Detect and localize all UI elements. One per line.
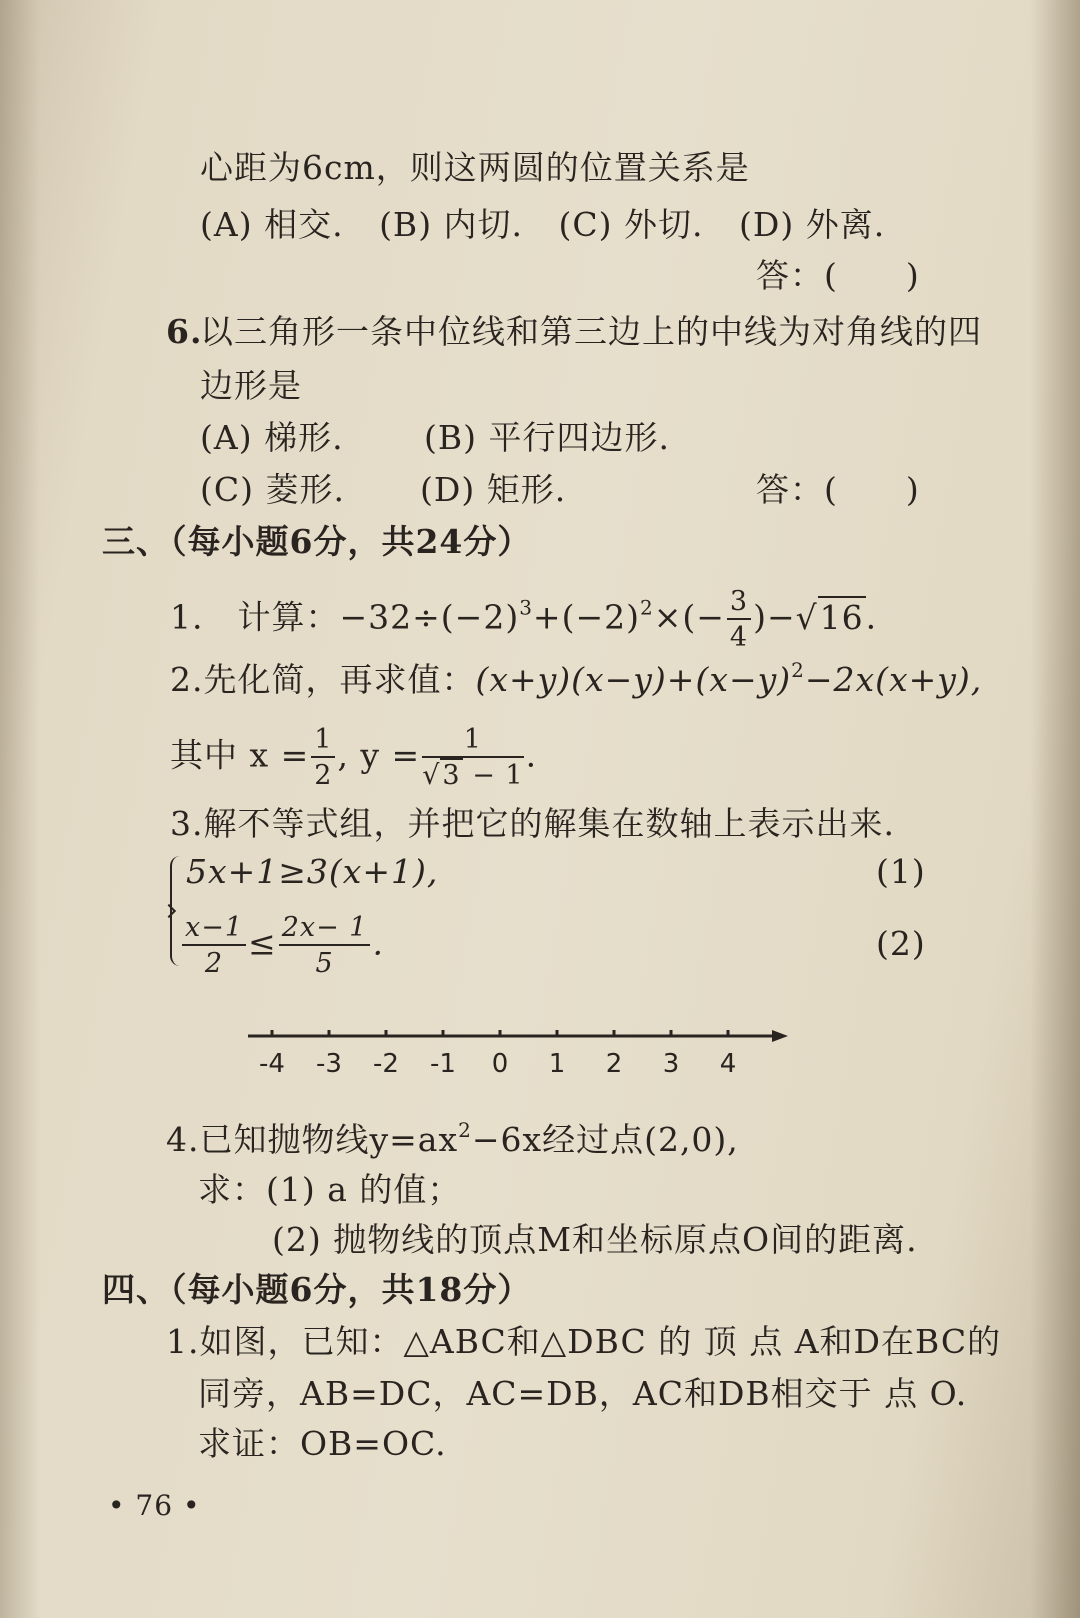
page-edge-shadow [1030, 0, 1080, 1618]
numerator: 3 [727, 588, 751, 620]
expr-end: . [525, 735, 538, 775]
inequality-1: 5x+1≥3(x+1), [186, 852, 439, 891]
denominator: 4 [729, 622, 749, 653]
exponent: 2 [458, 1118, 472, 1142]
q5-option-c: (C) 外切. [558, 205, 704, 244]
problem-3-1 [170, 588, 877, 651]
denominator: 2 [204, 948, 224, 979]
q6-option-a: (A) 梯形. [200, 418, 344, 457]
q5-options [200, 205, 920, 245]
fraction-right [279, 914, 371, 977]
fraction-x [311, 726, 335, 789]
problem-3-4-ask1: 求：(1) a 的值； [198, 1170, 462, 1209]
q5-option-a: (A) 相交. [200, 205, 344, 244]
expr-part: − 1 [462, 760, 524, 791]
numerator: x−1 [182, 914, 246, 946]
numerator: 1 [311, 726, 335, 758]
q6-option-d: (D) 矩形. [420, 470, 567, 509]
radicand: 16 [819, 597, 864, 637]
number-line-tick-label: 3 [662, 1049, 680, 1079]
problem-3-2-line1 [170, 660, 982, 700]
q5-option-d: (D) 外离. [739, 205, 886, 244]
denominator: 2 [314, 760, 333, 791]
q5-answer-blank: 答：( ) [756, 256, 920, 295]
problem-3-2-label: 2.先化简，再求值： [170, 660, 476, 699]
radical-sign-icon: √ [795, 597, 818, 637]
number-line-tick-label: -3 [316, 1049, 342, 1079]
expr-part: (x+y)(x−y)+(x−y) [475, 660, 792, 699]
expr-part: +(−2) [532, 597, 640, 637]
expr-part: −6x经过点(2,0), [471, 1120, 739, 1159]
problem-3-1-label: 1. 计算： [170, 597, 340, 637]
page-number: • 76 • [108, 1489, 201, 1522]
number-line-tick-label: -4 [259, 1049, 285, 1079]
expr-part: )− [753, 597, 796, 637]
expr-end: . [372, 923, 384, 963]
exponent: 2 [639, 595, 654, 620]
number-line-tick-label: 2 [605, 1049, 623, 1079]
numerator: 1 [422, 726, 523, 758]
numerator: 2x− 1 [279, 914, 371, 946]
problem-3-4-ask2: (2) 抛物线的顶点M和坐标原点O间的距离. [272, 1220, 918, 1259]
fraction-y [422, 726, 523, 789]
q5-stem-line: 心距为6cm，则这两圆的位置关系是 [200, 148, 750, 187]
q6-number: 6. [166, 312, 203, 351]
inequality-2-number: (2) [876, 924, 926, 963]
less-equal-sign: ≤ [248, 923, 277, 963]
exponent: 2 [791, 658, 805, 682]
section3-heading: 三、（每小题6分，共24分） [102, 522, 532, 561]
expr-part: ×(− [653, 597, 725, 637]
where-clause: 其中 x = [170, 735, 310, 775]
number-line-tick-label: -1 [430, 1049, 456, 1079]
q6-option-c: (C) 菱形. [200, 470, 345, 509]
q6-answer-blank: 答：( ) [756, 470, 920, 509]
problem-4-1-line3: 求证：OB=OC. [198, 1424, 447, 1463]
problem-3-4-line1 [166, 1120, 739, 1160]
square-root [796, 598, 866, 638]
inequality-1-number: (1) [876, 852, 926, 891]
number-line-arrow-icon [772, 1030, 788, 1042]
problem-3-4-label: 4.已知抛物线y=ax [166, 1120, 459, 1159]
inequality-2 [180, 914, 384, 977]
page-fold-shadow [0, 0, 40, 1618]
number-line-tick-label: 0 [491, 1049, 509, 1079]
fraction [727, 588, 751, 651]
number-line-tick-label: -2 [373, 1049, 399, 1079]
problem-4-1-line2: 同旁，AB=DC，AC=DB，AC和DB相交于 点 O. [198, 1374, 968, 1413]
section4-heading: 四、（每小题6分，共18分） [102, 1270, 532, 1309]
expr-part: −32÷(−2) [339, 597, 520, 637]
number-line [240, 1018, 810, 1088]
expr-part: , y = [337, 735, 421, 775]
number-line-tick-label: 1 [548, 1049, 566, 1079]
q6-stem-line2: 边形是 [200, 366, 302, 405]
problem-3-2-line2 [170, 726, 537, 789]
problem-3-3-label: 3.解不等式组，并把它的解集在数轴上表示出来. [170, 804, 895, 843]
exponent: 3 [519, 595, 533, 620]
denominator: 5 [315, 948, 334, 979]
expr-end: . [865, 597, 878, 637]
problem-4-1-line1: 1.如图，已知：△ABC和△DBC 的 顶 点 A和D在BC的 [166, 1322, 1002, 1361]
q5-option-b: (B) 内切. [379, 205, 524, 244]
radicand: 3 [442, 760, 461, 791]
expr-part: −2x(x+y), [804, 660, 983, 699]
radical-sign-icon: √ [422, 760, 441, 791]
q6-stem-line1: 以三角形一条中位线和第三边上的中线为对角线的四 [200, 312, 982, 351]
denominator [422, 758, 523, 789]
number-line-tick-label: 4 [719, 1049, 737, 1079]
q6-option-b: (B) 平行四边形. [424, 418, 670, 457]
fraction-left [182, 914, 246, 977]
